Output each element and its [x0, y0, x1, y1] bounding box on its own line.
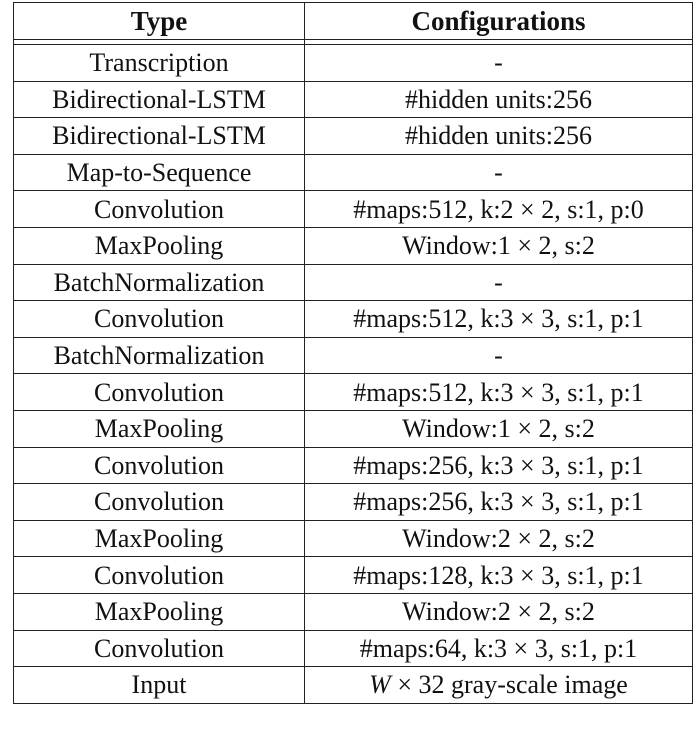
- cell-config: -: [305, 337, 693, 374]
- cell-type: Convolution: [14, 630, 305, 667]
- cell-type: Convolution: [14, 484, 305, 521]
- cell-type: BatchNormalization: [14, 337, 305, 374]
- cell-config: #maps:256, k:3 × 3, s:1, p:1: [305, 447, 693, 484]
- cell-config: #maps:64, k:3 × 3, s:1, p:1: [305, 630, 693, 667]
- table-row: [14, 410, 693, 447]
- cell-config: Window:1 × 2, s:2: [305, 227, 693, 264]
- header-row: [14, 3, 693, 40]
- input-width-variable: W: [369, 670, 391, 700]
- cell-type: Bidirectional-LSTM: [14, 81, 305, 118]
- network-config-table-wrapper: [13, 2, 692, 704]
- input-config-text: × 32 gray-scale image: [390, 670, 628, 700]
- cell-type: BatchNormalization: [14, 264, 305, 301]
- cell-config: Window:1 × 2, s:2: [305, 410, 693, 447]
- cell-type: Bidirectional-LSTM: [14, 118, 305, 155]
- cell-config: Window:2 × 2, s:2: [305, 520, 693, 557]
- table-row: [14, 630, 693, 667]
- table-row: [14, 301, 693, 338]
- input-row: [14, 667, 693, 704]
- cell-config: #maps:512, k:3 × 3, s:1, p:1: [305, 374, 693, 411]
- cell-type: Map-to-Sequence: [14, 154, 305, 191]
- cell-config: #hidden units:256: [305, 81, 693, 118]
- table-header: [14, 3, 693, 45]
- table-row: [14, 45, 693, 82]
- cell-type: Transcription: [14, 45, 305, 82]
- cell-config: -: [305, 264, 693, 301]
- cell-type: MaxPooling: [14, 410, 305, 447]
- cell-config: -: [305, 45, 693, 82]
- table-row: [14, 593, 693, 630]
- table-row: [14, 81, 693, 118]
- cell-type: Convolution: [14, 557, 305, 594]
- cell-type: Convolution: [14, 301, 305, 338]
- cell-type: Convolution: [14, 191, 305, 228]
- table-body: [14, 45, 693, 704]
- cell-type-input: Input: [14, 667, 305, 704]
- header-configurations: Configurations: [305, 3, 693, 40]
- table-row: [14, 264, 693, 301]
- table-row: [14, 191, 693, 228]
- table-row: [14, 337, 693, 374]
- cell-type: Convolution: [14, 374, 305, 411]
- cell-config: #maps:512, k:2 × 2, s:1, p:0: [305, 191, 693, 228]
- cell-config-input: [305, 667, 693, 704]
- cell-config: #maps:256, k:3 × 3, s:1, p:1: [305, 484, 693, 521]
- table-row: [14, 154, 693, 191]
- table-row: [14, 520, 693, 557]
- table-row: [14, 484, 693, 521]
- table-row: [14, 557, 693, 594]
- cell-config: #maps:512, k:3 × 3, s:1, p:1: [305, 301, 693, 338]
- table-row: [14, 374, 693, 411]
- header-type: Type: [14, 3, 305, 40]
- cell-type: MaxPooling: [14, 227, 305, 264]
- cell-config: #hidden units:256: [305, 118, 693, 155]
- cell-config: #maps:128, k:3 × 3, s:1, p:1: [305, 557, 693, 594]
- cell-type: MaxPooling: [14, 520, 305, 557]
- cell-type: Convolution: [14, 447, 305, 484]
- cell-config: -: [305, 154, 693, 191]
- table-row: [14, 227, 693, 264]
- network-config-table: [13, 2, 693, 704]
- cell-type: MaxPooling: [14, 593, 305, 630]
- cell-config: Window:2 × 2, s:2: [305, 593, 693, 630]
- table-row: [14, 118, 693, 155]
- table-row: [14, 447, 693, 484]
